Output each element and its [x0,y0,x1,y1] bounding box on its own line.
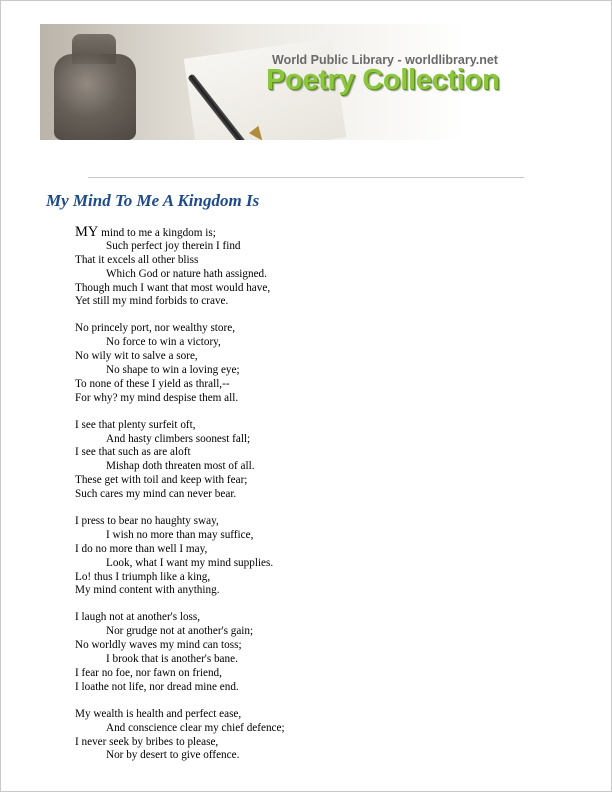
poem-line: That it excels all other bliss [75,253,199,266]
poem-line: Look, what I want my mind supplies. [106,556,274,569]
poem-line: Such cares my mind can never bear. [75,488,237,501]
poem-line: I never seek by bribes to please, [75,735,219,748]
poem-line: Lo! thus I triumph like a king, [75,570,211,583]
poem-line: I brook that is another's bane. [106,653,238,666]
poem-line: I see that plenty surfeit oft, [75,418,196,431]
poem-line: I see that such as are aloft [75,446,191,459]
header-divider [88,177,524,178]
poem-line: And conscience clear my chief defence; [106,721,285,734]
stanza [75,611,575,694]
poem-line: And hasty climbers soonest fall; [106,432,251,445]
poem-line: To none of these I yield as thrall,-- [75,377,230,390]
poem-initial-cap: MY [75,224,99,240]
poem-line: No force to win a victory, [106,336,221,349]
stanza [75,515,575,598]
poem-line: I do no more than well I may, [75,542,208,555]
poem-line: Such perfect joy therein I find [106,239,241,252]
poem-line: I press to bear no haughty sway, [75,515,219,528]
poem-line [75,226,575,240]
poem-line: Yet still my mind forbids to crave. [75,295,229,308]
poem-line: Though much I want that most would have, [75,281,271,294]
poem-line: My mind content with anything. [75,584,220,597]
poem-title: My Mind To Me A Kingdom Is [46,191,260,210]
inkwell-body-image [54,54,136,140]
poem-line: No princely port, nor wealthy store, [75,322,236,335]
poem-line: Mishap doth threaten most of all. [106,460,255,473]
poem-line: I laugh not at another's loss, [75,611,201,624]
poem-body [75,226,575,776]
poem-line: I wish no more than may suffice, [106,528,254,541]
stanza [75,419,575,502]
stanza [75,322,575,405]
poem-line: Which God or nature hath assigned. [106,267,267,280]
poem-line: No shape to win a loving eye; [106,364,240,377]
banner-title: Poetry Collection [266,64,500,96]
header-banner [40,24,524,140]
poem-line: These get with toil and keep with fear; [75,474,248,487]
stanza [75,708,575,764]
poem-line: My wealth is health and perfect ease, [75,707,242,720]
poem-line: No worldly waves my mind can toss; [75,639,242,652]
banner-subtitle: World Public Library - worldlibrary.net [272,53,498,67]
poem-line: Nor by desert to give offence. [106,749,240,762]
poem-line-text: mind to me a kingdom is; [101,227,216,239]
poem-line: Nor grudge not at another's gain; [106,625,254,638]
poem-line: No wily wit to salve a sore, [75,350,198,363]
poem-line: I fear no foe, nor fawn on friend, [75,666,222,679]
poem-line: I loathe not life, nor dread mine end. [75,680,239,693]
poem-line: For why? my mind despise them all. [75,391,239,404]
stanza [75,226,575,309]
